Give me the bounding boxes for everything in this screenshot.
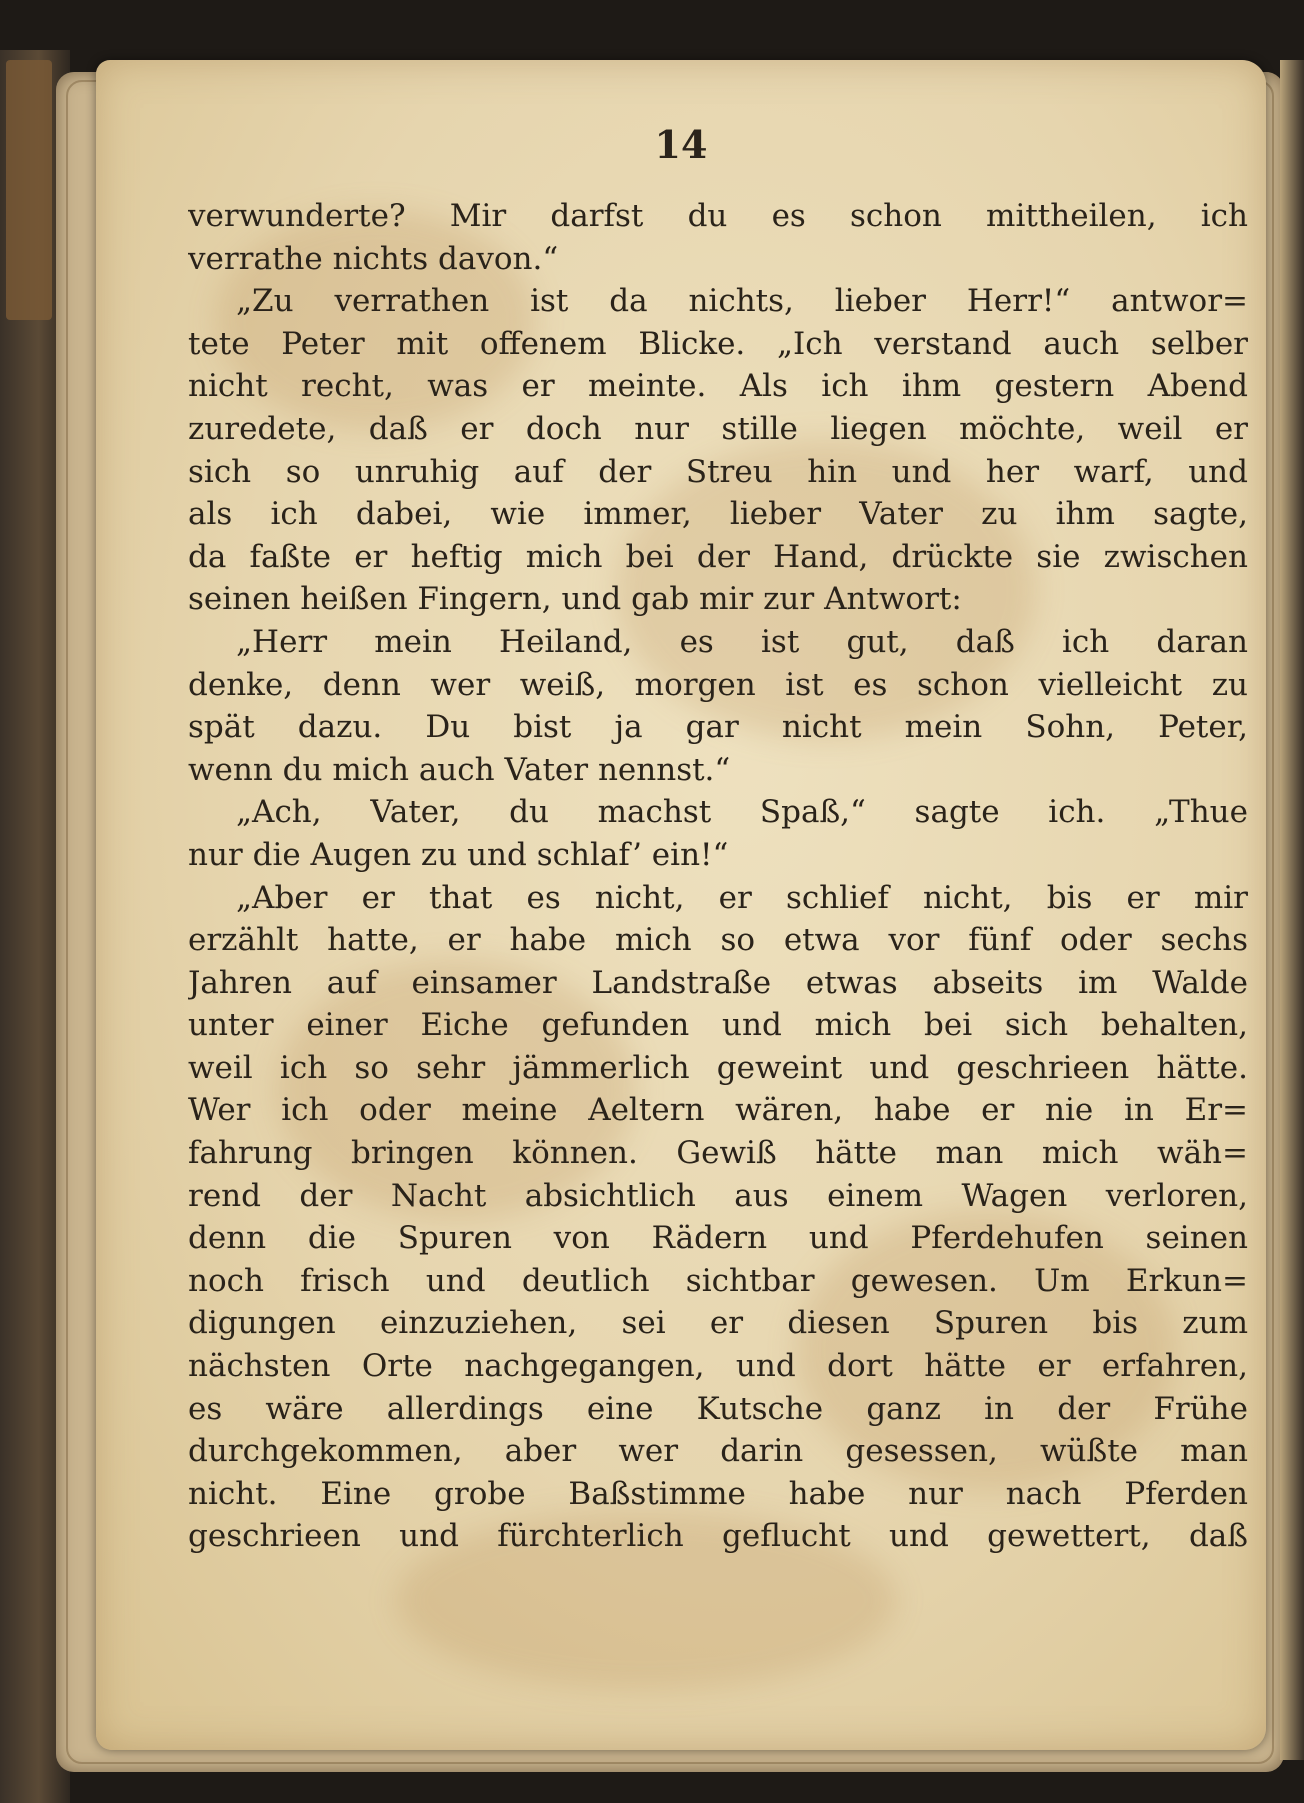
text-line: denke, denn wer weiß, morgen ist es schon vielleicht zu xyxy=(188,666,1248,703)
text-line: durchgekommen, aber wer darin gesessen, wüßte man xyxy=(188,1433,1248,1470)
text-line: denn die Spuren von Rädern und Pferdehufen seinen xyxy=(188,1220,1248,1257)
text-line: erzählt hatte, er habe mich so etwa vor fünf oder sechs xyxy=(188,922,1248,959)
text-line: fahrung bringen können. Gewiß hätte man mich wäh= xyxy=(188,1135,1248,1172)
text-line: nicht recht, was er meinte. Als ich ihm gestern Abend xyxy=(188,368,1248,405)
text-line: noch frisch und deutlich sichtbar gewesen. Um Erkun= xyxy=(188,1262,1248,1299)
text-line: nur die Augen zu und schlaf’ ein!“ xyxy=(188,836,729,873)
text-line: „Aber er that es nicht, er schlief nicht, bis er mir xyxy=(236,879,1248,916)
text-line: nächsten Orte nachgegangen, und dort hätte er erfahren, xyxy=(188,1348,1248,1385)
text-line: da faßte er heftig mich bei der Hand, drückte sie zwischen xyxy=(188,538,1248,575)
text-line: nicht. Eine grobe Baßstimme habe nur nach Pferden xyxy=(188,1475,1248,1512)
text-line: Wer ich oder meine Aeltern wären, habe er nie in Er= xyxy=(188,1092,1248,1129)
text-line: digungen einzuziehen, sei er diesen Spuren bis zum xyxy=(188,1305,1248,1342)
text-line: sich so unruhig auf der Streu hin und her warf, und xyxy=(188,453,1248,490)
text-line: Jahren auf einsamer Landstraße etwas abseits im Walde xyxy=(188,964,1248,1001)
text-line: wenn du mich auch Vater nennst.“ xyxy=(188,751,731,788)
text-line: verwunderte? Mir darfst du es schon mittheilen, ich xyxy=(188,198,1248,234)
facing-page-edge xyxy=(1280,60,1304,1760)
text-line: es wäre allerdings eine Kutsche ganz in der Frühe xyxy=(188,1390,1248,1427)
text-line: rend der Nacht absichtlich aus einem Wagen verloren, xyxy=(188,1177,1248,1214)
text-line: „Zu verrathen ist da nichts, lieber Herr!“ antwor= xyxy=(236,283,1248,320)
cover-leather-edge xyxy=(6,60,52,320)
text-line: als ich dabei, wie immer, lieber Vater zu ihm sagte, xyxy=(188,496,1248,533)
body-text xyxy=(188,195,1248,1558)
text-line: weil ich so sehr jämmerlich geweint und geschrieen hätte. xyxy=(188,1049,1248,1086)
text-line: „Ach, Vater, du machst Spaß,“ sagte ich. „Thue xyxy=(236,794,1248,831)
text-line: seinen heißen Fingern, und gab mir zur Antwort: xyxy=(188,581,962,618)
text-line: „Herr mein Heiland, es ist gut, daß ich daran xyxy=(236,623,1248,660)
text-line: tete Peter mit offenem Blicke. „Ich verstand auch selber xyxy=(188,325,1248,362)
book-page xyxy=(96,60,1266,1750)
page-number: 14 xyxy=(654,122,708,167)
text-line: unter einer Eiche gefunden und mich bei sich behalten, xyxy=(188,1007,1248,1044)
text-line: zuredete, daß er doch nur stille liegen möchte, weil er xyxy=(188,410,1248,447)
text-line: verrathe nichts davon.“ xyxy=(188,240,559,277)
text-line: spät dazu. Du bist ja gar nicht mein Sohn, Peter, xyxy=(188,709,1248,746)
text-line: geschrieen und fürchterlich geflucht und gewettert, daß xyxy=(188,1518,1248,1555)
